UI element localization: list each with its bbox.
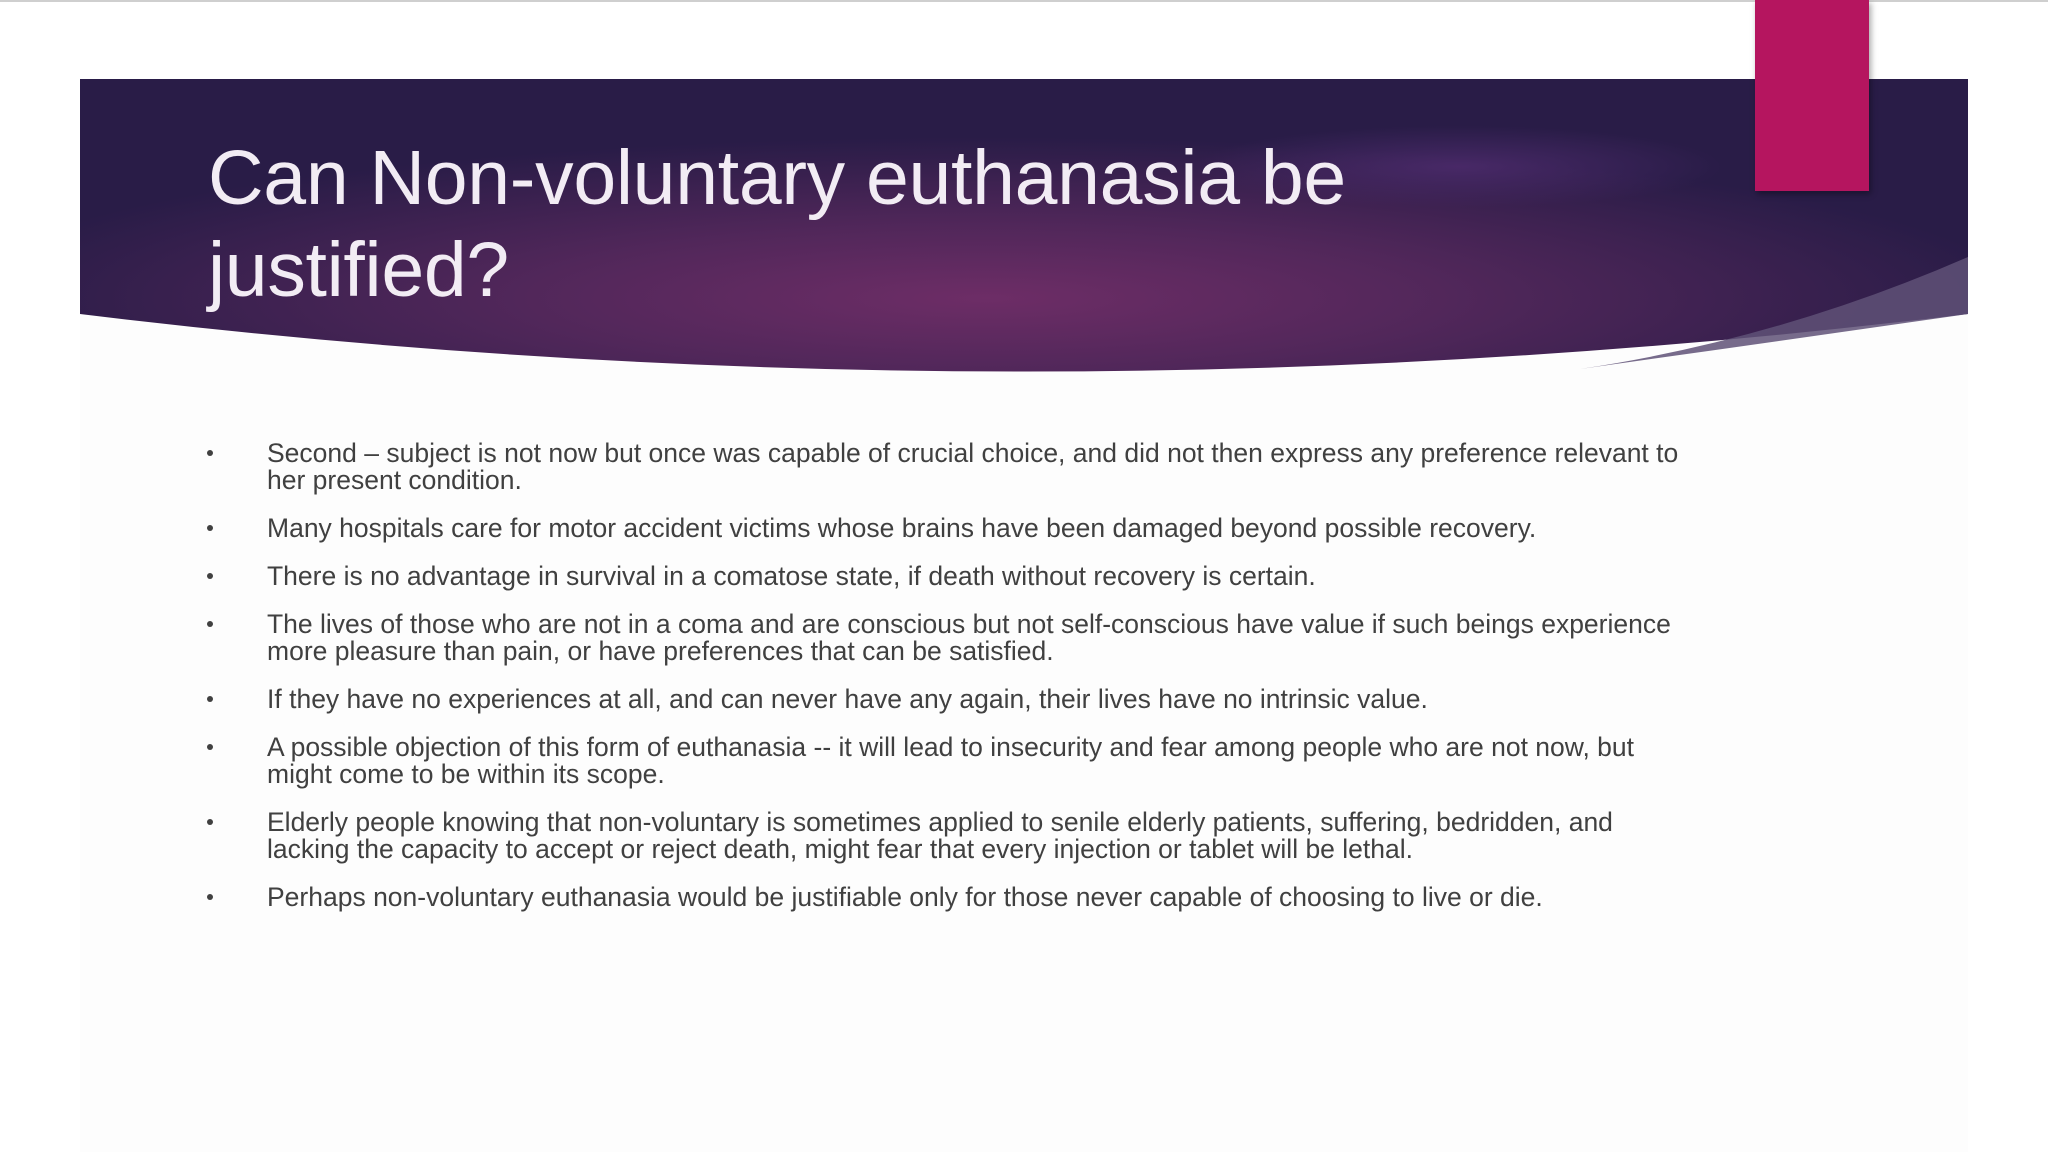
list-item	[206, 809, 1686, 863]
list-item	[206, 515, 1686, 542]
list-item	[206, 734, 1686, 788]
bullet-list	[206, 440, 1686, 932]
accent-tab	[1755, 0, 1869, 191]
bullet-icon	[207, 819, 213, 825]
bullet-icon	[207, 696, 213, 702]
bullet-text: Second – subject is not now but once was capable of crucial choice, and did not then express any preference relevant to her present condition.	[267, 438, 1679, 495]
list-item	[206, 686, 1686, 713]
list-item	[206, 611, 1686, 665]
bullet-text: A possible objection of this form of euthanasia -- it will lead to insecurity and fear among people who are not now, but might come to be within its scope.	[267, 732, 1635, 789]
bullet-icon	[207, 525, 213, 531]
top-border-line	[0, 0, 2048, 2]
bullet-text: There is no advantage in survival in a comatose state, if death without recovery is certain.	[267, 561, 1316, 591]
bullet-icon	[207, 744, 213, 750]
bullet-text: The lives of those who are not in a coma and are conscious but not self-conscious have value if such beings experience more pleasure than pain, or have preferences that can be satisfied.	[267, 609, 1671, 666]
list-item	[206, 884, 1686, 911]
bullet-text: Perhaps non-voluntary euthanasia would be justifiable only for those never capable of choosing to live or die.	[267, 882, 1543, 912]
bullet-icon	[207, 621, 213, 627]
bullet-icon	[207, 894, 213, 900]
bullet-text: Elderly people knowing that non-voluntary is sometimes applied to senile elderly patients, suffering, bedridden, and lacking the capacity to accept or reject death, might fear that every injection or tablet will be lethal.	[267, 807, 1613, 864]
bullet-text: Many hospitals care for motor accident victims whose brains have been damaged beyond possible recovery.	[267, 513, 1537, 543]
bullet-icon	[207, 450, 213, 456]
bullet-icon	[207, 573, 213, 579]
list-item	[206, 563, 1686, 590]
list-item	[206, 440, 1686, 494]
slide-title: Can Non-voluntary euthanasia be justified?	[208, 135, 1346, 313]
bullet-text: If they have no experiences at all, and can never have any again, their lives have no intrinsic value.	[267, 684, 1428, 714]
